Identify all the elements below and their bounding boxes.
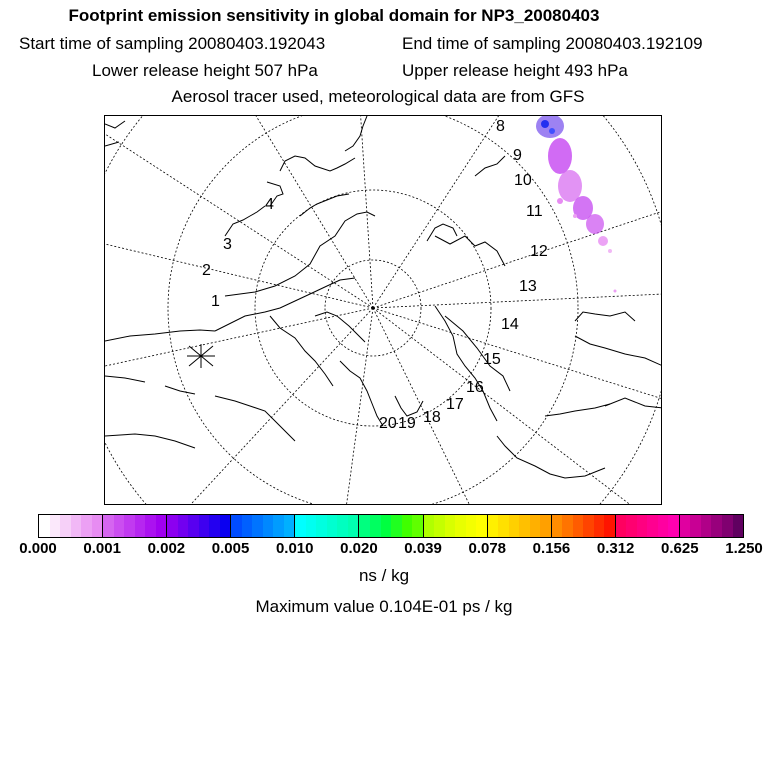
start-time-label: Start time of sampling 20080403.192043 bbox=[19, 34, 326, 53]
trajectory-label: 17 bbox=[446, 396, 464, 413]
trajectory-label: 10 bbox=[514, 172, 532, 189]
latitude-circles bbox=[105, 116, 662, 505]
trajectory-label: 12 bbox=[530, 243, 548, 260]
color-scale-segment bbox=[359, 515, 423, 537]
tracer-note: Aerosol tracer used, meteorological data are from GFS bbox=[171, 87, 585, 106]
end-time-label: End time of sampling 20080403.192109 bbox=[402, 34, 703, 53]
color-scale-tick-label: 0.020 bbox=[340, 540, 378, 557]
color-scale-segment bbox=[39, 515, 103, 537]
maximum-value-label: Maximum value 0.104E-01 ps / kg bbox=[255, 597, 513, 616]
color-scale-segment bbox=[167, 515, 231, 537]
trajectory-label: 4 bbox=[265, 196, 274, 213]
color-scale-segment bbox=[103, 515, 167, 537]
color-scale-tick-label: 0.005 bbox=[211, 540, 250, 557]
color-scale-tick-label: 0.312 bbox=[596, 540, 635, 557]
color-scale-segment bbox=[616, 515, 680, 537]
color-scale-segment bbox=[552, 515, 616, 537]
footprint-map bbox=[104, 115, 662, 505]
lower-release-height-label: Lower release height 507 hPa bbox=[92, 61, 318, 80]
trajectory-label: 14 bbox=[501, 316, 519, 333]
asterisk-icon bbox=[187, 344, 215, 368]
color-scale-tick-label: 0.039 bbox=[404, 540, 442, 557]
color-scale-tick-label: 0.625 bbox=[661, 540, 699, 557]
color-scale-tick-label: 0.000 bbox=[19, 540, 57, 557]
color-scale-tick-label: 1.250 bbox=[725, 540, 763, 557]
trajectory-label: 9 bbox=[513, 147, 522, 164]
trajectory-label: 19 bbox=[398, 415, 416, 432]
upper-release-height-label: Upper release height 493 hPa bbox=[402, 61, 628, 80]
trajectory-label: 11 bbox=[526, 203, 543, 220]
emission-sensitivity-plume bbox=[536, 116, 617, 293]
color-scale-tick-label: 0.002 bbox=[147, 540, 186, 557]
color-scale-segment bbox=[295, 515, 359, 537]
trajectory-label: 20 bbox=[379, 415, 397, 432]
color-scale-tick-label: 0.078 bbox=[468, 540, 507, 557]
trajectory-label: 2 bbox=[202, 262, 211, 279]
plot-title: Footprint emission sensitivity in global domain for NP3_20080403 bbox=[68, 6, 600, 25]
color-scale-segment bbox=[231, 515, 295, 537]
color-scale-tick-label: 0.156 bbox=[532, 540, 571, 557]
color-scale-segment bbox=[488, 515, 552, 537]
trajectory-label: 8 bbox=[496, 118, 505, 135]
trajectory-label: 16 bbox=[466, 379, 484, 396]
trajectory-label: 15 bbox=[483, 351, 501, 368]
trajectory-label: 13 bbox=[519, 278, 537, 295]
color-scale-tick-label: 0.010 bbox=[275, 540, 314, 557]
color-scale-segment bbox=[680, 515, 743, 537]
color-scale-segment bbox=[424, 515, 488, 537]
trajectory-label: 18 bbox=[423, 409, 441, 426]
color-scale-bar bbox=[38, 514, 744, 538]
color-scale-tick-label: 0.001 bbox=[83, 540, 121, 557]
unit-label: ns / kg bbox=[358, 566, 410, 585]
meridians bbox=[105, 116, 662, 505]
trajectory-label: 1 bbox=[211, 293, 220, 310]
trajectory-label: 3 bbox=[223, 236, 232, 253]
